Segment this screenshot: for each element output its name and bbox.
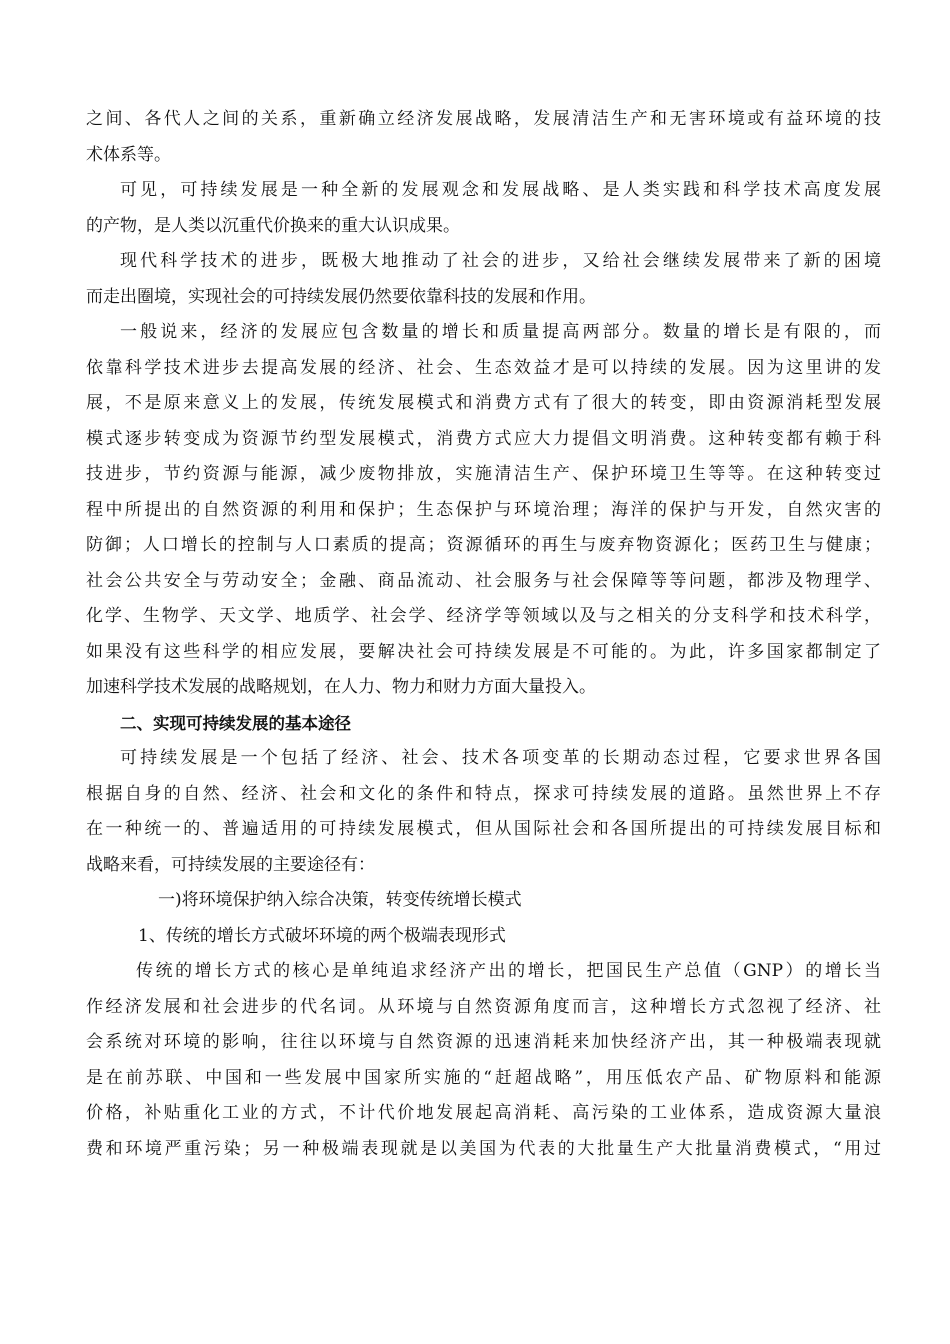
paragraph-technology-progress <box>86 244 881 315</box>
text-line: 模式逐步转变成为资源节约型发展模式，消费方式应大力提倡文明消费。这种转变都有赖于科 <box>86 428 881 449</box>
text-line: 价格，补贴重化工业的方式，不计代价地发展起高消耗、高污染的工业体系，造成资源大量浪 <box>86 1103 881 1123</box>
paragraph-basic-approaches <box>86 741 881 883</box>
text-line: 而走出圈境，实现社会的可持续发展仍然要依靠科技的发展和作用。 <box>86 286 596 307</box>
text-line: 依靠科学技术进步去提高发展的经济、社会、生态效益才是可以持续的发展。因为这里讲的发 <box>86 357 881 378</box>
subsection-heading: 一)将环境保护纳入综合决策，转变传统增长模式 <box>158 890 522 910</box>
text-line: 是在前苏联、中国和一些发展中国家所实施的“赶超战略”，用压低农产品、矿物原料和能源 <box>86 1067 881 1088</box>
document-page <box>86 102 881 1167</box>
text-line: 传统的增长方式的核心是单纯追求经济产出的增长，把国民生产总值（GNP）的增长当 <box>136 961 881 981</box>
text-line: 作经济发展和社会进步的代名词。从环境与自然资源角度而言，这种增长方式忽视了经济、社 <box>86 996 881 1017</box>
text-line: 费和环境严重污染；另一种极端表现就是以美国为代表的大批量生产大批量消费模式，“用过 <box>86 1138 881 1159</box>
section-heading: 二、实现可持续发展的基本途径 <box>120 713 351 733</box>
text-line: 根据自身的自然、经济、社会和文化的条件和特点，探求可持续发展的道路。虽然世界上不存 <box>86 783 881 804</box>
text-line: 防御；人口增长的控制与人口素质的提高；资源循环的再生与废弃物资源化；医药卫生与健康； <box>86 535 881 555</box>
text-line: 程中所提出的自然资源的利用和保护；生态保护与环境治理；海洋的保护与开发，自然灾害的 <box>86 499 881 520</box>
paragraph-sustainable-concept <box>86 173 881 244</box>
text-line: 可见，可持续发展是一种全新的发展观念和发展战略、是人类实践和科学技术高度发展 <box>120 180 881 200</box>
text-line: 之间、各代人之间的关系，重新确立经济发展战略，发展清洁生产和无害环境或有益环境的技 <box>86 109 881 129</box>
paragraph-economic-development <box>86 315 881 706</box>
subsubsection-heading: 1、传统的增长方式破坏环境的两个极端表现形式 <box>138 925 506 946</box>
paragraph-continuation <box>86 102 881 173</box>
text-line: 会系统对环境的影响，往往以环境与自然资源的迅速消耗来加快经济产出，其一种极端表现就 <box>86 1032 881 1052</box>
text-line: 的产物，是人类以沉重代价换来的重大认识成果。 <box>86 215 460 236</box>
text-line: 术体系等。 <box>86 144 171 165</box>
text-line: 如果没有这些科学的相应发展，要解决社会可持续发展是不可能的。为此，许多国家都制定了 <box>86 641 881 662</box>
text-line: 战略来看，可持续发展的主要途径有： <box>86 854 375 875</box>
text-line: 社会公共安全与劳动安全；金融、商品流动、社会服务与社会保障等等问题，都涉及物理学、 <box>86 570 881 591</box>
text-line: 技进步，节约资源与能源，减少废物排放，实施清洁生产、保护环境卫生等等。在这种转变过 <box>86 464 881 484</box>
text-line: 在一种统一的、普遍适用的可持续发展模式，但从国际社会和各国所提出的可持续发展目标和 <box>86 819 881 839</box>
text-line: 一般说来，经济的发展应包含数量的增长和质量提高两部分。数量的增长是有限的，而 <box>120 322 881 342</box>
paragraph-traditional-growth <box>86 954 881 1167</box>
text-line: 化学、生物学、天文学、地质学、社会学、经济学等领域以及与之相关的分支科学和技术科学， <box>86 606 881 626</box>
text-line: 可持续发展是一个包括了经济、社会、技术各项变革的长期动态过程，它要求世界各国 <box>120 748 881 768</box>
text-line: 展，不是原来意义上的发展，传统发展模式和消费方式有了很大的转变，即由资源消耗型发展 <box>86 393 881 413</box>
text-line: 加速科学技术发展的战略规划，在人力、物力和财力方面大量投入。 <box>86 677 596 697</box>
text-line: 现代科学技术的进步，既极大地推动了社会的进步，又给社会继续发展带来了新的困境 <box>120 251 881 271</box>
